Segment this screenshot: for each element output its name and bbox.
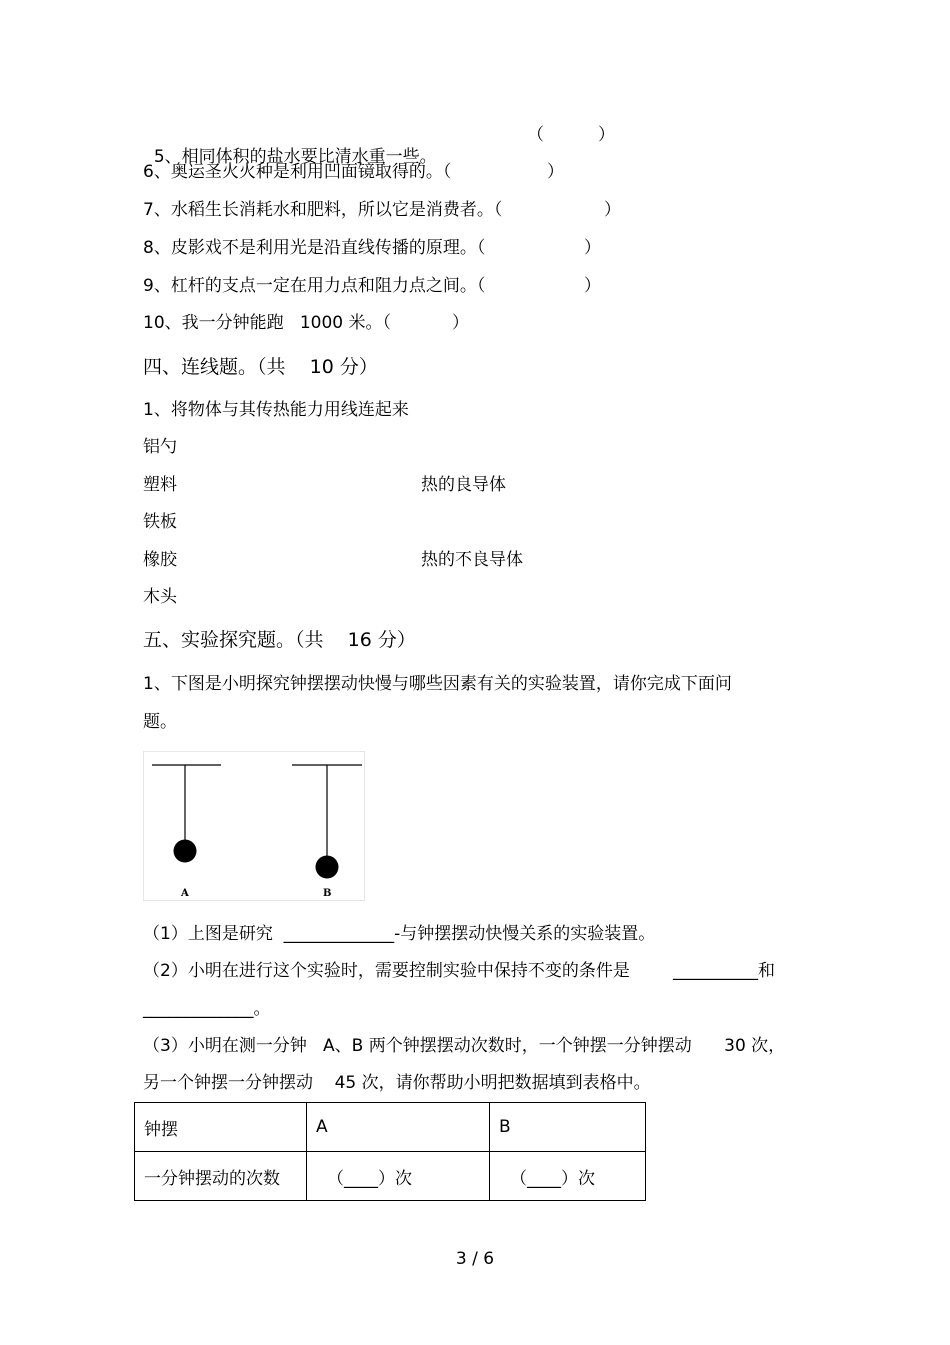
experiment-sub-question-1: （1）上图是研究 _____________-与钟摆摆动快慢关系的实验装置。 xyxy=(143,924,656,944)
pendulum-figure xyxy=(143,751,365,901)
matching-object: 木头 xyxy=(143,587,177,607)
experiment-question-line: 题。 xyxy=(143,712,177,732)
pendulum-diagram xyxy=(144,752,366,902)
pendulum-b-bob xyxy=(316,856,339,879)
answer-paren: ） xyxy=(584,276,601,296)
experiment-sub-question-3: （3）小明在测一分钟 A、B 两个钟摆摆动次数时，一个钟摆一分钟摆动 30 次， xyxy=(143,1036,786,1056)
answer-paren: （ ） xyxy=(527,125,616,145)
pendulum-b-label: B xyxy=(323,888,332,899)
matching-question: 1、将物体与其传热能力用线连起来 xyxy=(143,400,409,420)
page-number: 3 / 6 xyxy=(455,1249,495,1269)
judgement-text: 5、相同体积的盐水要比清水重一些。 xyxy=(153,147,437,167)
table-row xyxy=(135,1152,646,1201)
pendulum-a-label: A xyxy=(181,888,189,899)
judgement-item-8: 8、皮影戏不是利用光是沿直线传播的原理。（ xyxy=(143,238,486,258)
matching-object: 橡胶 xyxy=(143,550,177,570)
experiment-question-line: 1、下图是小明探究钟摆摆动快慢与哪些因素有关的实验装置，请你完成下面问 xyxy=(143,674,732,694)
pendulum-a-bob xyxy=(174,840,197,863)
experiment-sub-question-2-cont: _____________。 xyxy=(143,999,271,1019)
judgement-item-9: 9、杠杆的支点一定在用力点和阻力点之间。（ xyxy=(143,276,486,296)
judgement-item-10: 10、我一分钟能跑 1000 米。（ xyxy=(143,313,392,333)
section-heading-experiment: 五、实验探究题。（共 16 分） xyxy=(143,629,416,651)
section-heading-matching: 四、连线题。（共 10 分） xyxy=(143,356,378,378)
answer-paren: ） xyxy=(547,162,564,182)
matching-object: 铝勺 xyxy=(143,437,177,457)
pendulum-data-table xyxy=(134,1102,646,1201)
table-cell: 一分钟摆动的次数 xyxy=(135,1152,307,1201)
experiment-sub-question-2: （2）小明在进行这个实验时，需要控制实验中保持不变的条件是 __________和 xyxy=(143,961,776,981)
table-header-cell: B xyxy=(490,1103,646,1152)
matching-object: 铁板 xyxy=(143,512,177,532)
judgement-item-7: 7、水稻生长消耗水和肥料，所以它是消费者。（ xyxy=(143,200,503,220)
table-row xyxy=(135,1103,646,1152)
table-header-cell: A xyxy=(307,1103,490,1152)
judgement-item-6: 6、奥运圣火火种是利用凹面镜取得的。（ xyxy=(143,162,452,182)
matching-category: 热的不良导体 xyxy=(421,550,523,570)
table-cell: （____）次 xyxy=(307,1152,490,1201)
answer-paren: ） xyxy=(584,238,601,258)
answer-paren: ） xyxy=(604,200,621,220)
matching-object: 塑料 xyxy=(143,475,177,495)
table-header-cell: 钟摆 xyxy=(135,1103,307,1152)
answer-paren: ） xyxy=(452,313,469,333)
matching-category: 热的良导体 xyxy=(421,475,506,495)
table-cell: （____）次 xyxy=(490,1152,646,1201)
experiment-sub-question-3-cont: 另一个钟摆一分钟摆动 45 次，请你帮助小明把数据填到表格中。 xyxy=(143,1073,651,1093)
